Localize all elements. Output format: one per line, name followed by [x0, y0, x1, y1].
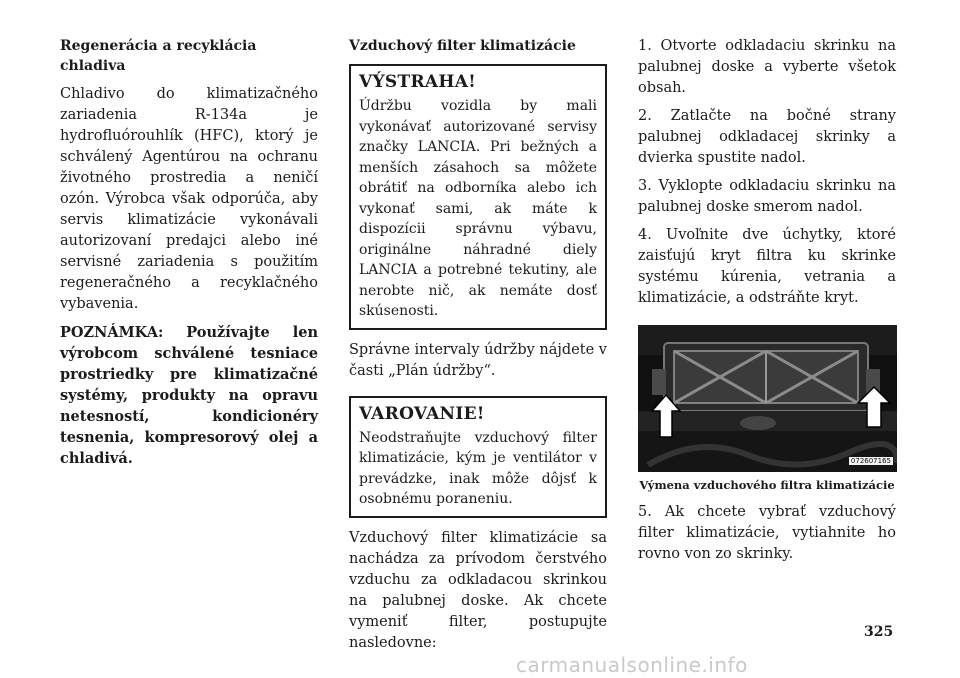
caution-box — [349, 396, 607, 518]
note-label: POZNÁMKA: — [60, 324, 164, 341]
step-3: 3. Vyklopte odkladaciu skrinku na palubnej doske smerom nadol. — [638, 178, 896, 215]
watermark: carmanualsonline.info — [516, 653, 748, 677]
caution-text: Neodstraňujte vzduchový filter klimatizácie, kým je ventilátor v prevádzke, inak môže dôjsť k osobnému poraneniu. — [359, 429, 597, 507]
step-1: 1. Otvorte odkladaciu skrinku na palubnej doske a vyberte všetok obsah. — [638, 38, 896, 96]
column-3 — [638, 36, 896, 572]
note-paragraph — [60, 322, 318, 469]
warning-box — [349, 64, 607, 330]
column-2 — [349, 36, 607, 661]
section-heading-air-filter: Vzduchový filter klimatizácie — [349, 38, 576, 54]
refrigerant-paragraph: Chladivo do klimatizačného zariadenia R-134a je hydrofluórouhlík (HFC), ktorý je schválený Agentúrou na ochranu životného prostredia a neničí ozón. Výrobca však odporúča, aby servis klimatizácie vykonávali autorizovaní predajci alebo iné servisné zariadenia s použitím regeneračného a recyklačného vybavenia. — [60, 86, 318, 312]
step-5: 5. Ak chcete vybrať vzduchový filter klimatizácie, vytiahnite ho rovno von zo skrinky. — [638, 504, 896, 562]
filter-replacement-photo — [638, 325, 897, 472]
maintenance-interval-paragraph: Správne intervaly údržby nájdete v časti „Plán údržby“. — [349, 341, 607, 379]
filter-photo-illustration — [638, 325, 897, 472]
photo-caption: Výmena vzduchového filtra klimatizácie — [639, 478, 895, 492]
warning-title: VÝSTRAHA! — [359, 72, 476, 92]
step-2: 2. Zatlačte na bočné strany palubnej odkladacej skrinky a dvierka spustite nadol. — [638, 108, 896, 166]
warning-text: Údržbu vozidla by mali vykonávať autorizované servisy značky LANCIA. Pri bežných a menších zásahoch sa môžete obrátiť na odborníka alebo ich vykonať sami, ak máte k dispozícii správnu výbavu, originálne náhradné diely LANCIA a potrebné tekutiny, ale nerobte nič, ak nemáte dosť skúsenosti. — [359, 98, 597, 319]
column-1 — [60, 36, 318, 469]
step-4: 4. Uvoľnite dve úchytky, ktoré zaisťujú kryt filtra ku skrinke systému kúrenia, vetrania a klimatizácie, a odstráňte kryt. — [638, 227, 896, 306]
filter-location-paragraph: Vzduchový filter klimatizácie sa nachádza za prívodom čerstvého vzduchu za odkladacou skrinkou na palubnej doske. Ak chcete vymeniť filter, postupujte nasledovne: — [349, 529, 607, 651]
note-text: Používajte len výrobcom schválené tesniace prostriedky pre klimatizačné systémy, produkty na opravu netesností, kondicionéry tesnenia, kompresorový olej a chladivá. — [60, 324, 318, 467]
image-code: 072607165 — [850, 457, 891, 465]
caution-title: VAROVANIE! — [359, 403, 485, 424]
section-heading-refrigerant: Regenerácia a recyklácia chladiva — [60, 38, 257, 74]
page-number: 325 — [864, 624, 894, 640]
